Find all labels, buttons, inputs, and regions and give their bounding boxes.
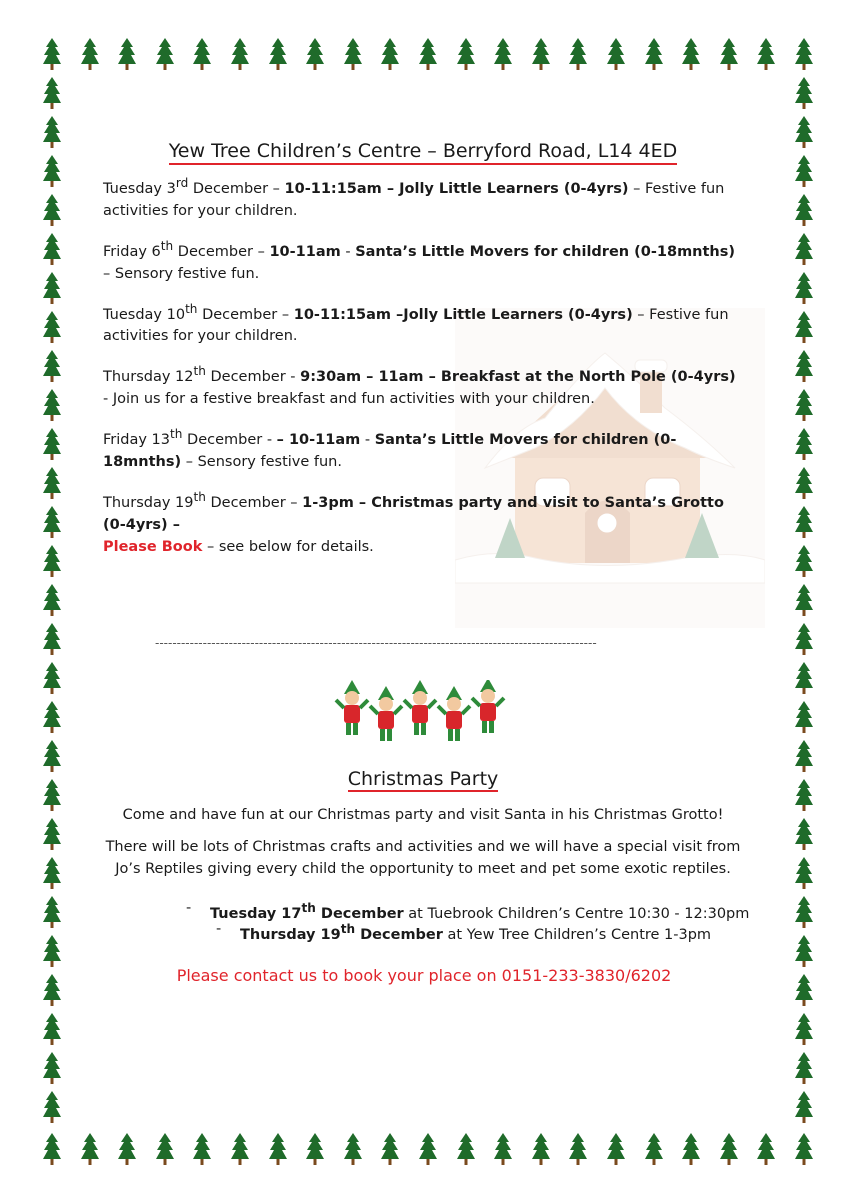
tree-icon (269, 1133, 287, 1165)
tree-icon (795, 701, 813, 733)
tree-icon (43, 779, 61, 811)
tree-icon (532, 1133, 550, 1165)
tree-icon (795, 935, 813, 967)
schedule (103, 140, 743, 571)
tree-icon (457, 1133, 475, 1165)
divider: ------------------------------------------------------------------------------------------------------ (155, 636, 597, 650)
tree-icon (381, 1133, 399, 1165)
tree-icon (795, 467, 813, 499)
tree-icon (306, 1133, 324, 1165)
tree-icon (43, 38, 61, 70)
list-item: - Tuesday 17th December at Tuebrook Children’s Centre 10:30 - 12:30pm (186, 900, 750, 922)
tree-icon (795, 896, 813, 928)
tree-icon (494, 38, 512, 70)
tree-icon (43, 545, 61, 577)
event-item: Thursday 19th December – 1-3pm – Christmas party and visit to Santa’s Grotto (0-4yrs) – Please Book – see below for details. (103, 490, 724, 555)
list-item: - Thursday 19th December at Yew Tree Children’s Centre 1-3pm (216, 921, 712, 943)
tree-icon (231, 38, 249, 70)
tree-icon (43, 194, 61, 226)
tree-icon (720, 38, 738, 70)
tree-icon (757, 1133, 775, 1165)
tree-icon (344, 1133, 362, 1165)
tree-icon (569, 38, 587, 70)
tree-icon (795, 233, 813, 265)
tree-icon (795, 155, 813, 187)
tree-icon (43, 77, 61, 109)
tree-icon (645, 38, 663, 70)
tree-icon (43, 623, 61, 655)
tree-icon (795, 350, 813, 382)
tree-icon (43, 1052, 61, 1084)
tree-icon (118, 38, 136, 70)
tree-icon (231, 1133, 249, 1165)
tree-icon (43, 389, 61, 421)
tree-icon (156, 38, 174, 70)
tree-icon (795, 818, 813, 850)
tree-icon (795, 272, 813, 304)
event-item: Tuesday 10th December – 10-11:15am –Jolly Little Learners (0-4yrs) – Festive fun activities for your children. (103, 301, 729, 345)
tree-icon (795, 389, 813, 421)
tree-icon (532, 38, 550, 70)
elves-image (334, 680, 509, 742)
tree-icon (43, 116, 61, 148)
event-item: Friday 13th December - – 10-11am - Santa’s Little Movers for children (0-18mnths) – Sensory festive fun. (103, 427, 677, 471)
tree-icon (43, 350, 61, 382)
tree-icon (43, 311, 61, 343)
contact-line: Please contact us to book your place on 0151-233-3830/6202 (176, 966, 672, 985)
tree-icon (720, 1133, 738, 1165)
tree-icon (795, 584, 813, 616)
tree-icon (795, 506, 813, 538)
party-details: There will be lots of Christmas crafts and activities and we will have a special visit from Jo’s Reptiles giving every child the opportunity to meet and pet some exotic reptiles. (105, 839, 741, 877)
tree-icon (757, 38, 775, 70)
tree-icon (795, 77, 813, 109)
tree-icon (43, 1013, 61, 1045)
event-item: Thursday 12th December - 9:30am – 11am – Breakfast at the North Pole (0-4yrs) - Join us for a festive breakfast and fun activities with your children. (103, 364, 736, 408)
page-title: Yew Tree Children’s Centre – Berryford Road, L14 4ED (103, 140, 743, 162)
tree-icon (419, 38, 437, 70)
tree-icon (645, 1133, 663, 1165)
tree-icon (43, 467, 61, 499)
tree-icon (381, 38, 399, 70)
tree-icon (43, 896, 61, 928)
event-item: Tuesday 3rd December – 10-11:15am – Jolly Little Learners (0-4yrs) – Festive fun activities for your children. (103, 176, 725, 219)
tree-icon (795, 194, 813, 226)
tree-icon (43, 155, 61, 187)
tree-icon (795, 311, 813, 343)
party-title: Christmas Party (347, 768, 499, 790)
tree-icon (795, 740, 813, 772)
tree-icon (43, 233, 61, 265)
tree-icon (795, 662, 813, 694)
tree-icon (43, 584, 61, 616)
tree-icon (457, 38, 475, 70)
tree-icon (156, 1133, 174, 1165)
tree-icon (43, 857, 61, 889)
tree-icon (118, 1133, 136, 1165)
tree-icon (306, 38, 324, 70)
tree-icon (43, 935, 61, 967)
event-item: Friday 6th December – 10-11am - Santa’s Little Movers for children (0-18mnths) – Sensory festive fun. (103, 238, 736, 282)
tree-icon (193, 38, 211, 70)
tree-icon (607, 38, 625, 70)
tree-icon (494, 1133, 512, 1165)
tree-icon (795, 545, 813, 577)
tree-icon (43, 272, 61, 304)
tree-icon (193, 1133, 211, 1165)
tree-icon (43, 1133, 61, 1165)
tree-icon (43, 506, 61, 538)
tree-icon (682, 38, 700, 70)
tree-icon (81, 38, 99, 70)
tree-icon (795, 1091, 813, 1123)
party-intro: Come and have fun at our Christmas party and visit Santa in his Christmas Grotto! (122, 807, 724, 823)
tree-icon (43, 428, 61, 460)
tree-icon (795, 1133, 813, 1165)
tree-icon (43, 740, 61, 772)
tree-icon (795, 428, 813, 460)
please-book-label: Please Book (103, 538, 203, 555)
tree-icon (795, 38, 813, 70)
tree-icon (344, 38, 362, 70)
tree-icon (43, 1091, 61, 1123)
tree-icon (795, 857, 813, 889)
tree-icon (795, 779, 813, 811)
christmas-party-section (103, 768, 743, 890)
tree-icon (795, 623, 813, 655)
tree-icon (43, 662, 61, 694)
tree-icon (795, 116, 813, 148)
tree-icon (43, 818, 61, 850)
tree-icon (607, 1133, 625, 1165)
tree-icon (43, 701, 61, 733)
tree-icon (269, 38, 287, 70)
tree-icon (795, 1013, 813, 1045)
tree-icon (569, 1133, 587, 1165)
tree-icon (795, 1052, 813, 1084)
tree-icon (682, 1133, 700, 1165)
tree-icon (419, 1133, 437, 1165)
tree-icon (81, 1133, 99, 1165)
